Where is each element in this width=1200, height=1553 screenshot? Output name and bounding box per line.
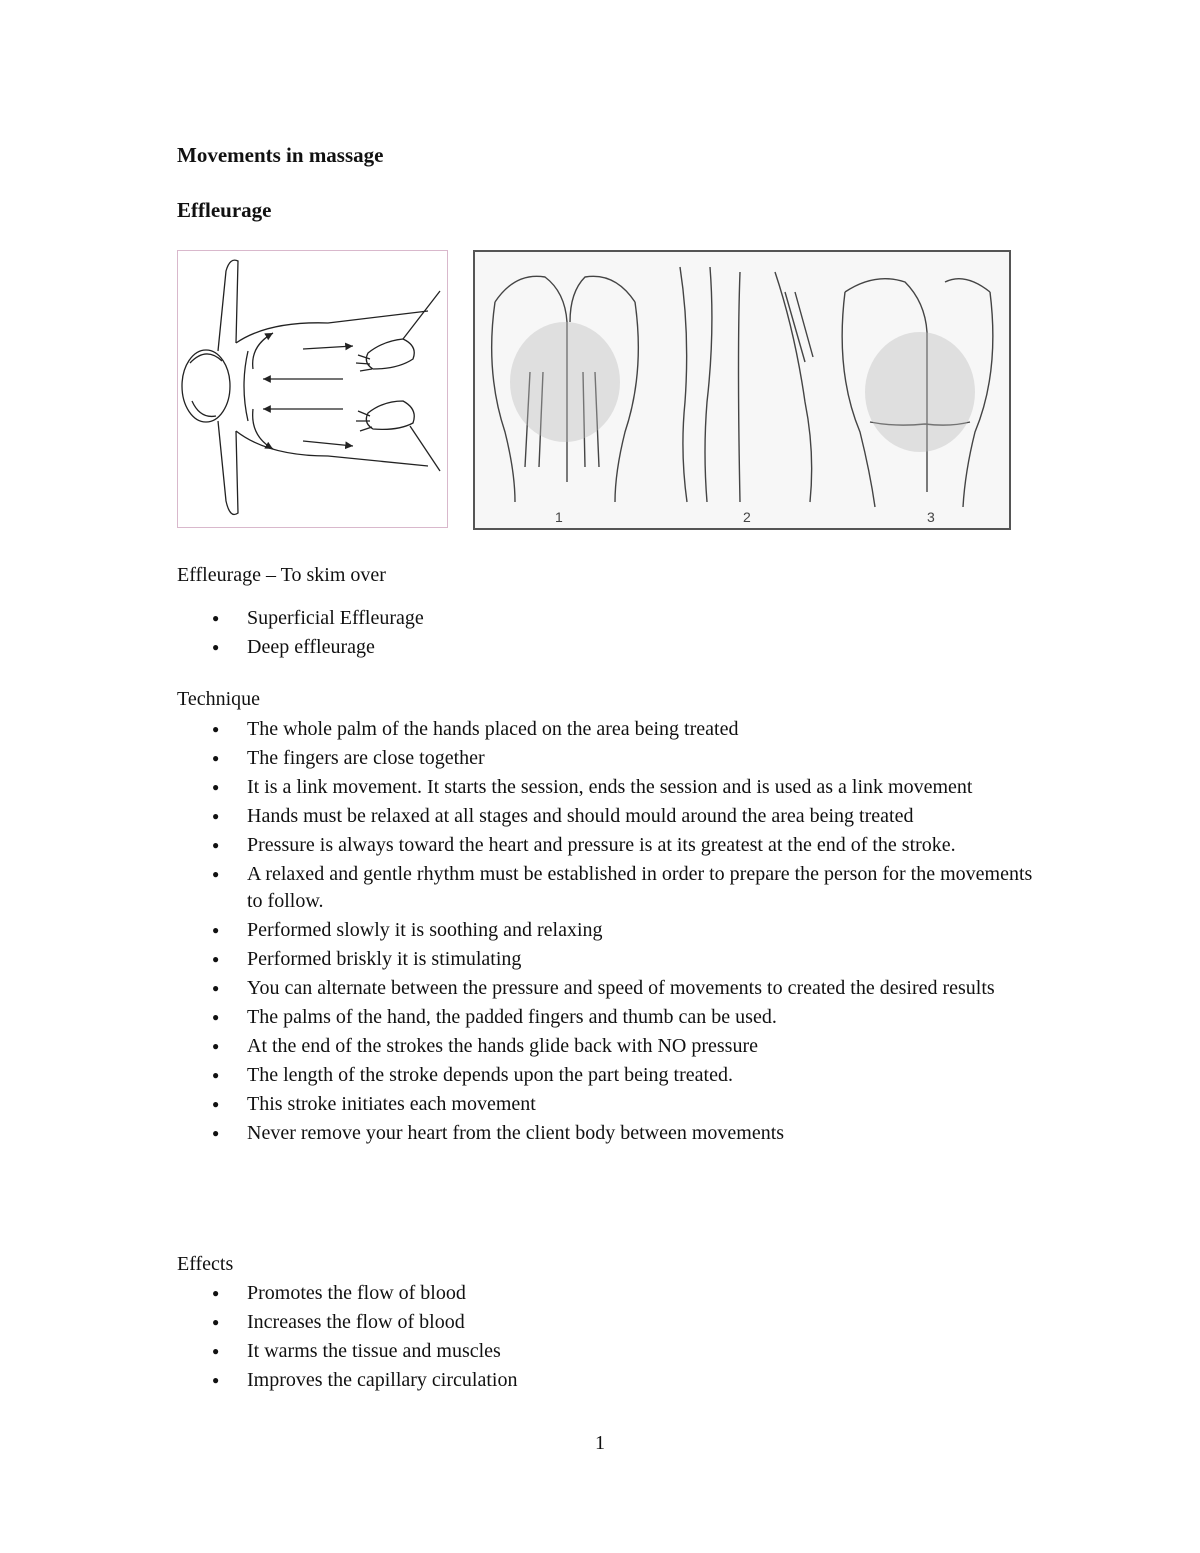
technique-heading: Technique [177,688,261,710]
list-item: ● Never remove your heart from the client body between movements [177,1120,1037,1147]
list-item: ● Performed slowly it is soothing and relaxing [177,917,1037,944]
effects-list [177,1280,1037,1394]
list-item: ● Deep effleurage [177,634,1037,661]
list-item: ● Superficial Effleurage [177,605,1037,632]
intro-text: Effleurage – To skim over [177,564,386,586]
list-item: ● Hands must be relaxed at all stages and should mould around the area being treated [177,803,1037,830]
list-item: ● The whole palm of the hands placed on the area being treated [177,716,1037,743]
types-list [177,605,1037,661]
list-item: ● The palms of the hand, the padded fingers and thumb can be used. [177,1004,1037,1031]
list-item: ● Performed briskly it is stimulating [177,946,1037,973]
list-item: ● Improves the capillary circulation [177,1367,1037,1394]
list-item: ● It warms the tissue and muscles [177,1338,1037,1365]
figure-label-3: 3 [927,509,935,525]
list-item: ● You can alternate between the pressure and speed of movements to created the desired results [177,975,1037,1002]
list-item: ● Increases the flow of blood [177,1309,1037,1336]
list-item: ● At the end of the strokes the hands glide back with NO pressure [177,1033,1037,1060]
section-heading: Effleurage [177,198,272,222]
page-title: Movements in massage [177,143,384,167]
page-number: 1 [595,1432,605,1454]
figure-label-1: 1 [555,509,563,525]
list-item: ● The length of the stroke depends upon the part being treated. [177,1062,1037,1089]
list-item: ● Pressure is always toward the heart and pressure is at its greatest at the end of the stroke. [177,832,1037,859]
effleurage-stages-illustration [473,250,1011,530]
technique-list [177,716,1037,1146]
list-item: ● A relaxed and gentle rhythm must be established in order to prepare the person for the movements to follow. [177,861,1037,914]
effects-heading: Effects [177,1253,234,1275]
list-item: ● Promotes the flow of blood [177,1280,1037,1307]
figure-label-2: 2 [743,509,751,525]
list-item: ● The fingers are close together [177,745,1037,772]
back-massage-illustration [177,250,448,528]
list-item: ● This stroke initiates each movement [177,1091,1037,1118]
list-item: ● It is a link movement. It starts the session, ends the session and is used as a link movement [177,774,1037,801]
